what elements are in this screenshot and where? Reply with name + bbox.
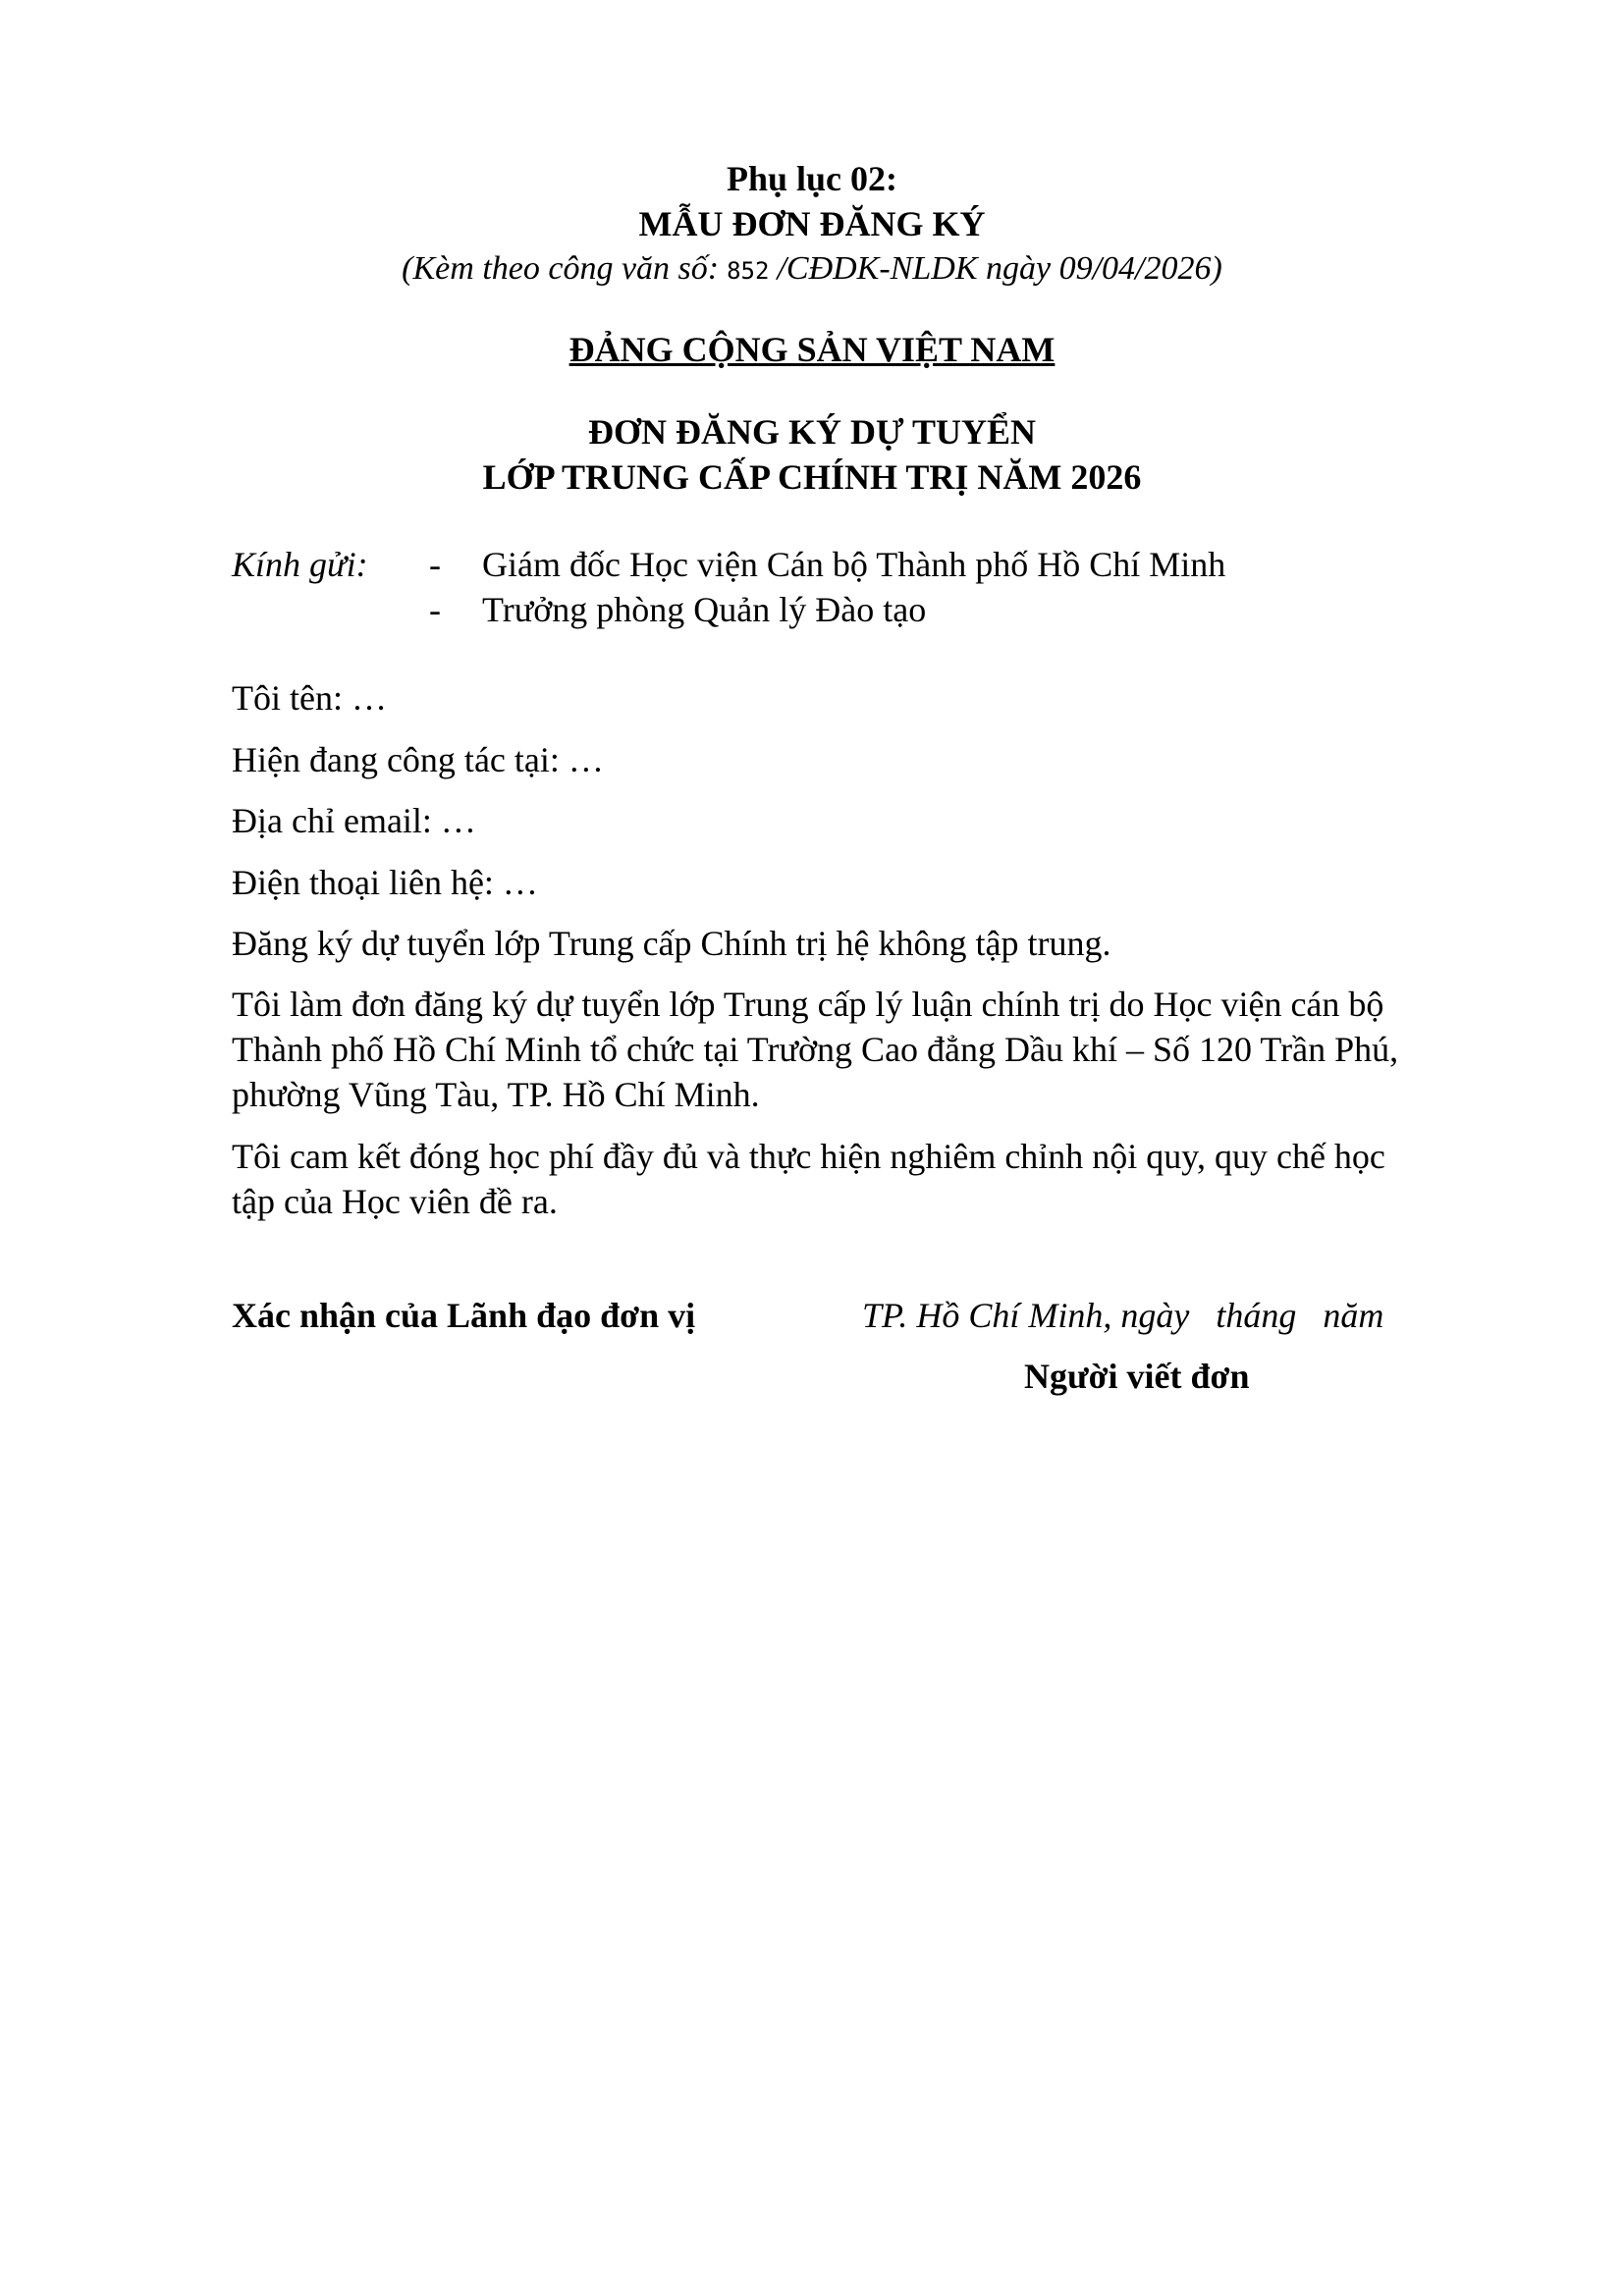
recipient-dash: - <box>429 590 441 629</box>
paragraph-line: phường Vũng Tàu, TP. Hồ Chí Minh. <box>232 1075 760 1114</box>
field-phone: Điện thoại liên hệ: … <box>232 863 538 902</box>
paragraph-line: Tôi làm đơn đăng ký dự tuyển lớp Trung cấp lý luận chính trị do Học viện cán bộ <box>232 985 1384 1024</box>
application-title-line1: ĐƠN ĐĂNG KÝ DỰ TUYỂN <box>587 412 1036 452</box>
attachment-prefix: (Kèm theo công văn số: <box>402 250 720 287</box>
paragraph-line: tập của Học viên đề ra. <box>232 1182 558 1221</box>
attachment-note <box>0 248 1624 292</box>
unit-leader-confirmation: Xác nhận của Lãnh đạo đơn vị <box>232 1296 696 1335</box>
field-email: Địa chỉ email: … <box>232 801 476 840</box>
applicant-signature-label: Người viết đơn <box>1024 1357 1250 1396</box>
attachment-suffix: /CĐDK-NLDK ngày 09/04/2026) <box>777 250 1222 287</box>
registration-statement: Đăng ký dự tuyển lớp Trung cấp Chính trị hệ không tập trung. <box>232 924 1111 963</box>
recipient-dash: - <box>429 545 441 584</box>
party-name-text: ĐẢNG CỘNG SẢN VIỆT NAM <box>568 330 1056 369</box>
paragraph-line: Thành phố Hồ Chí Minh tổ chức tại Trường Cao đẳng Dầu khí – Số 120 Trần Phú, <box>232 1030 1399 1069</box>
field-workplace: Hiện đang công tác tại: … <box>232 740 604 779</box>
place-and-date: TP. Hồ Chí Minh, ngày tháng năm <box>862 1296 1384 1335</box>
commitment-paragraph <box>232 1134 1508 1224</box>
appendix-label: Phụ lục 02: <box>726 159 898 198</box>
document-number: 852 <box>727 257 770 285</box>
application-title-line2: LỚP TRUNG CẤP CHÍNH TRỊ NĂM 2026 <box>482 457 1142 497</box>
form-title: MẪU ĐƠN ĐĂNG KÝ <box>638 204 986 243</box>
recipient-2: Trưởng phòng Quản lý Đào tạo <box>482 590 927 629</box>
recipient-1: Giám đốc Học viện Cán bộ Thành phố Hồ Chí Minh <box>482 545 1226 584</box>
application-paragraph <box>232 982 1508 1117</box>
recipients-label: Kính gửi: <box>232 545 368 584</box>
paragraph-line: Tôi cam kết đóng học phí đầy đủ và thực hiện nghiêm chỉnh nội quy, quy chế học <box>232 1137 1385 1176</box>
field-name: Tôi tên: … <box>232 678 387 718</box>
party-name <box>0 328 1624 371</box>
